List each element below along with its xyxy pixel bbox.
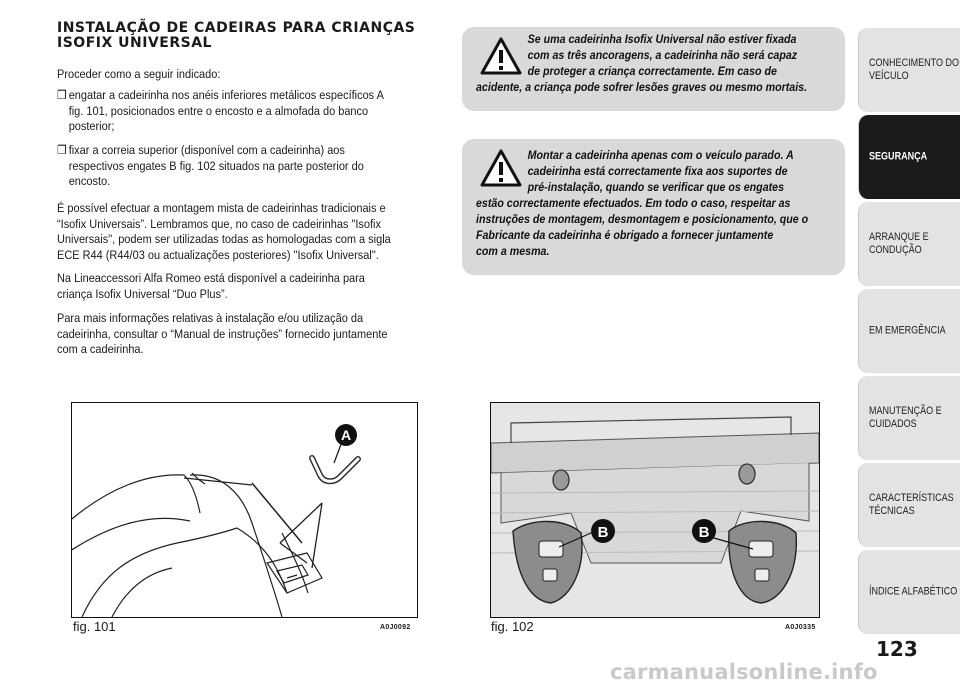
warning-line: estão correctamente efectuados. Em todo o caso, respeitar as	[476, 196, 791, 210]
tab-indice-alfabetico[interactable]	[858, 550, 960, 634]
step-1-line-1: engatar a cadeirinha nos anéis inferiores metálicos específicos A	[68, 88, 384, 102]
page-number: 123	[876, 637, 918, 661]
warning-line: pré-instalação, quando se verificar que os engates	[527, 180, 785, 194]
watermark-text: carmanualsonline.info	[610, 660, 878, 684]
paragraph-line: com a cadeirinha.	[57, 342, 144, 356]
paragraph-line: Para mais informações relativas à instalação e/ou utilização da	[57, 311, 364, 325]
warning-line: Fabricante da cadeirinha é obrigado a fornecer juntamente	[476, 228, 774, 242]
figure-101-image	[71, 402, 418, 618]
warning-line: Montar a cadeirinha apenas com o veículo parado. A	[527, 148, 794, 162]
warning-text	[476, 147, 837, 259]
callout-a-label: A	[340, 427, 352, 443]
tab-label: CONHECIMENTO DO VEÍCULO	[869, 57, 960, 82]
paragraph-lineaccessori	[57, 271, 435, 302]
warning-line: com a mesma.	[476, 244, 550, 258]
figure-101-caption: fig. 101	[73, 619, 116, 634]
tab-arranque-e-conducao[interactable]	[858, 202, 960, 286]
step-1-line-2: fig. 101, posicionados entre o encosto e a almofada do banco	[68, 103, 369, 118]
list-item	[57, 143, 364, 190]
tab-caracteristicas-tecnicas[interactable]	[858, 463, 960, 547]
tab-label: ARRANQUE E CONDUÇÃO	[869, 231, 929, 256]
paragraph-line: “Isofix Universais”. Lembramos que, no caso de cadeirinhas "Isofix	[57, 216, 381, 231]
tab-label: MANUTENÇÃO E CUIDADOS	[869, 405, 942, 430]
list-item	[57, 88, 384, 135]
warning-box-anchorages	[462, 27, 845, 111]
warning-line: acidente, a criança pode sofrer lesões graves ou mesmo mortais.	[476, 80, 808, 94]
warning-line: instruções de montagem, desmontagem e posicionamento, que o	[476, 212, 809, 226]
paragraph-more-info	[57, 311, 435, 358]
tab-label: SEGURANÇA	[869, 150, 928, 163]
tab-em-emergencia[interactable]	[858, 289, 960, 373]
tab-label: CARACTERÍSTICAS TÉCNICAS	[869, 492, 954, 517]
warning-line: Se uma cadeirinha Isofix Universal não estiver fixada	[527, 32, 797, 46]
warning-line: cadeirinha está correctamente fixa aos suportes de	[527, 164, 788, 178]
tab-conhecimento-do-veiculo[interactable]	[858, 28, 960, 112]
figure-101-code: A0J0092	[380, 624, 411, 631]
step-2-line-2: respectivos engates B fig. 102 situados na parte posterior do	[68, 158, 364, 173]
warning-line: com as três ancoragens, a cadeirinha não será capaz	[527, 48, 798, 62]
paragraph-line: criança Isofix Universal “Duo Plus”.	[57, 286, 228, 301]
paragraph-line: Universais", podem ser utilizadas todas as homologadas com a sigla	[57, 232, 391, 246]
warning-box-mounting	[462, 139, 845, 275]
tab-seguranca[interactable]	[858, 115, 960, 199]
paragraph-line: Na Lineaccessori Alfa Romeo está disponível a cadeirinha para	[57, 271, 365, 285]
tab-manutencao-e-cuidados[interactable]	[858, 376, 960, 460]
checkbox-bullet-icon: ❒	[57, 143, 67, 157]
callout-b-left-label: B	[597, 524, 609, 541]
step-1-line-3: posterior;	[68, 119, 115, 133]
tab-label: EM EMERGÊNCIA	[869, 324, 946, 337]
step-2-line-1: fixar a correia superior (disponível com a cadeirinha) aos	[68, 143, 345, 157]
paragraph-mixed-installation	[57, 201, 435, 263]
warning-text	[476, 31, 837, 95]
paragraph-line: cadeirinha, consultar o “Manual de instruções” fornecido juntamente	[57, 326, 388, 341]
section-title: INSTALAÇÃO DE CADEIRAS PARA CRIANÇAS ISOFIX UNIVERSAL	[57, 20, 416, 51]
figure-102-code: A0J0335	[785, 624, 816, 631]
isofix-ring-illustration	[72, 403, 417, 617]
isofix-anchorages-illustration	[491, 403, 819, 617]
callout-b-right-label: B	[698, 524, 710, 541]
warning-line: de proteger a criança correctamente. Em caso de	[527, 64, 777, 78]
figure-102-image	[490, 402, 820, 618]
intro-text: Proceder como a seguir indicado:	[57, 67, 221, 81]
figure-102-caption: fig. 102	[491, 619, 534, 634]
paragraph-line: ECE R44 (R44/03 ou actualizações posteriores) "Isofix Universal".	[57, 247, 379, 262]
paragraph-line: É possível efectuar a montagem mista de cadeirinhas tradicionais e	[57, 201, 386, 215]
checkbox-bullet-icon: ❒	[57, 88, 67, 102]
tab-label: ÍNDICE ALFABÉTICO	[869, 585, 958, 598]
step-2-line-3: encosto.	[68, 174, 111, 188]
